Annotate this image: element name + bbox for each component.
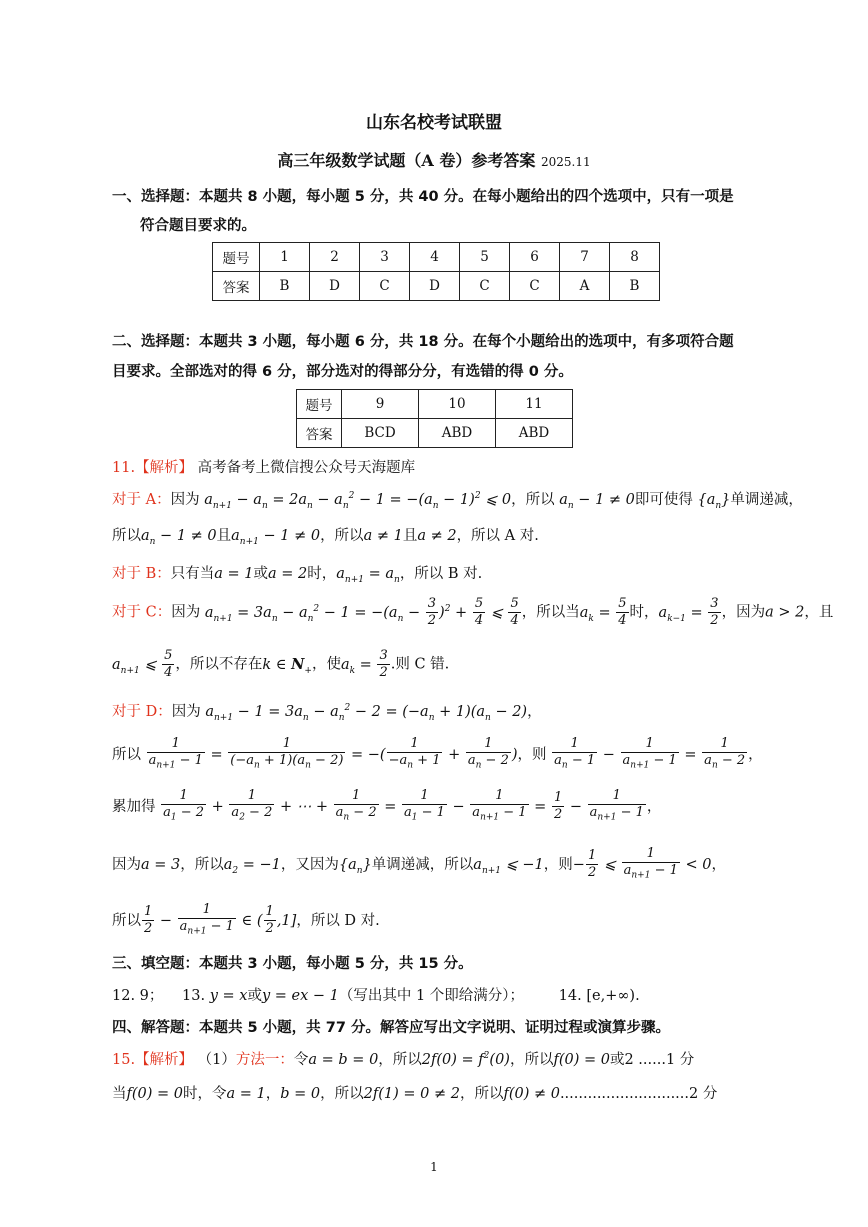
text: ，且 — [804, 604, 834, 621]
table-cell: 1 — [260, 243, 310, 272]
text: 因为 — [170, 492, 200, 508]
formula: $\{a_n\}$ — [697, 492, 731, 511]
table-cell: 11 — [496, 390, 573, 419]
text: 或 — [247, 988, 262, 1004]
exam-date: 2025.11 — [540, 155, 591, 169]
text: ，又因为 — [280, 856, 339, 873]
q15-line2 — [112, 1082, 717, 1103]
formula: f(0) ≠ 0 — [503, 1086, 560, 1102]
section1-heading-cont: 符合题目要求的。 — [140, 218, 256, 234]
method-label: 方法一： — [235, 1052, 294, 1068]
text: ，所以 B 对. — [399, 566, 483, 582]
q11-option-b — [112, 562, 482, 585]
option-label: 对于 D： — [112, 704, 172, 720]
table-cell: C — [460, 272, 510, 301]
table-cell: 2 — [310, 243, 360, 272]
answer-table-1 — [212, 242, 660, 301]
formula: k ∈ $N_+$ — [262, 655, 312, 676]
table-cell: 3 — [360, 243, 410, 272]
text: ，所以 — [509, 1052, 554, 1068]
score-note: ......1 分 — [638, 1052, 695, 1068]
q13-label: 13. — [182, 988, 206, 1004]
text: （1） — [197, 1052, 236, 1068]
formula: $\frac{1}{a_1 - 2}$ + $\frac{1}{a_2 - 2}$ + ⋯ + $\frac{1}{a_n - 2}$ = $\frac{1}{a_1 - 1}$ − $\frac{1}{a_{n+1} - 1}$ = $\frac{1}{2}$ − $\frac{1}{a_{n+1} - 1}$ — [163, 788, 644, 823]
formula: y = ex − 1 — [261, 988, 339, 1004]
formula: − $\frac{1}{2}$ ⩽ $\frac{1}{a_{n+1} - 1}$ < 0 — [572, 846, 712, 881]
formula: $a_2 = -1$ — [223, 856, 281, 876]
text: ，则 — [543, 856, 573, 873]
table-cell: 8 — [610, 243, 660, 272]
table-row — [213, 272, 660, 301]
formula: $a_{n+1}$ ⩽ $\frac{5}{4}$ — [112, 648, 173, 680]
q12-answer: 12. 9； — [112, 988, 164, 1004]
section2-heading: 二、选择题：本题共 3 小题，每小题 6 分，共 18 分。在每个小题给出的选项中，有多项符合题 — [112, 334, 734, 350]
text: 累加得 — [112, 798, 156, 815]
q11-label: 11.【解析】 — [112, 460, 194, 476]
formula: 2f(1) = 0 ≠ 2 — [363, 1086, 460, 1102]
formula: $a_n - 1 \ne 0$ — [559, 492, 635, 511]
text: ，所以 — [511, 492, 555, 508]
text: ，所以 — [459, 1086, 504, 1102]
formula: $a_{n+1} = 3a_n - a_n^2 - 1 = -(a_n$ − $\frac{3}{2}$ )$^2$ + $\frac{5}{4}$ ⩽ $\frac{5}{4}$ — [204, 596, 519, 628]
text: ，所以 — [378, 1052, 422, 1068]
fill-in-answers — [112, 984, 640, 1005]
text: 所以 — [112, 528, 141, 544]
text: 所以 — [112, 746, 141, 763]
formula: $a_{n+1} - 1 = 3a_n - a_n^2 - 2 = (-a_n + 1)(a_n - 2)$ — [205, 703, 528, 723]
section3-heading: 三、填空题：本题共 3 小题，每小题 5 分，共 15 分。 — [112, 956, 473, 972]
table-cell: 题号 — [213, 243, 260, 272]
formula: a = 3 — [141, 856, 181, 873]
q15-line1: 15.【解析】 （1）方法一：令a = b = 0，所以$2f(0) = f^2(0)$，所以f(0) = 0或2 ......1 分 — [112, 1051, 695, 1068]
page-subtitle — [0, 148, 868, 171]
q11-option-d-line5 — [112, 902, 380, 940]
formula: a = 1 — [226, 1086, 266, 1102]
formula: f(0) = 0 — [126, 1086, 183, 1102]
text: 当 — [112, 1086, 127, 1102]
subtitle-text: 高三年级数学试题（A 卷）参考答案 — [277, 151, 536, 170]
option-label: 对于 B： — [112, 566, 171, 582]
formula: $a_{n+1} - 1 \ne 0$ — [231, 528, 321, 547]
table-cell: 答案 — [297, 419, 342, 448]
formula: y = x — [209, 988, 248, 1004]
table-cell: 答案 — [213, 272, 260, 301]
formula: $a_{n+1} - a_n = 2a_n - a_n^2 - 1 = -(a_n - 1)^2$ ⩽ 0 — [204, 491, 512, 511]
table-cell: A — [560, 272, 610, 301]
table-cell: B — [610, 272, 660, 301]
text: 时， — [307, 566, 337, 582]
page-number: 1 — [430, 1160, 438, 1174]
table-cell: 题号 — [297, 390, 342, 419]
section1-heading: 一、选择题：本题共 8 小题，每小题 5 分，共 40 分。在每小题给出的四个选项中，只有一项是 — [112, 189, 734, 205]
q11-option-a — [112, 488, 803, 511]
text: 所以 — [112, 912, 141, 929]
q11-option-d-line3: 累加得 $\frac{1}{a_1 - 2}$ + $\frac{1}{a_2 - 2}$ + ⋯ + $\frac{1}{a_n - 2}$ = $\frac{1}{a_1 - 1}$ − $\frac{1}{a_{n+1} - 1}$ = $\frac{1}{2}$ − $\frac{1}{a_{n+1} - 1}$ ， — [112, 788, 662, 823]
text: 且 — [402, 528, 418, 544]
option-label: 对于 C： — [112, 604, 172, 621]
text: 只有当 — [170, 566, 215, 582]
formula: a = 2 — [268, 566, 308, 582]
text: ，所以 D 对. — [296, 912, 380, 929]
formula: $a_n - 1 \ne 0$ — [141, 528, 217, 547]
formula: a = 1 — [214, 566, 254, 582]
table-cell: 6 — [510, 243, 560, 272]
q11-option-c — [112, 596, 833, 629]
table-cell: C — [360, 272, 410, 301]
text: 即可使得 — [634, 492, 693, 508]
section4-heading: 四、解答题：本题共 5 小题，共 77 分。解答应写出文字说明、证明过程或演算步骤。 — [112, 1020, 670, 1036]
option-label: 对于 A： — [112, 492, 171, 508]
text: 单调递减， — [730, 492, 803, 508]
table-cell: 4 — [410, 243, 460, 272]
text: 因为 — [171, 604, 201, 621]
text: 或 — [253, 566, 269, 582]
page-title: 山东名校考试联盟 — [366, 113, 502, 133]
table-cell: BCD — [342, 419, 419, 448]
formula: $2f(0) = f^2(0)$ — [421, 1051, 510, 1068]
table-cell: ABD — [419, 419, 496, 448]
table-row — [297, 390, 573, 419]
table-cell: ABD — [496, 419, 573, 448]
text: 时，令 — [183, 1086, 227, 1102]
q14-answer: 14. [e,+∞). — [558, 988, 640, 1004]
table-cell: C — [510, 272, 560, 301]
text: ，所以 — [320, 528, 364, 544]
section2-heading-cont: 目要求。全部选对的得 6 分，部分选对的得部分分，有选错的得 0 分。 — [112, 364, 573, 380]
formula: b = 0 — [280, 1086, 321, 1102]
formula: a ≠ 1 — [363, 528, 403, 544]
formula: a ≠ 2 — [417, 528, 457, 544]
table-cell: D — [310, 272, 360, 301]
formula: $\frac{1}{a_{n+1} - 1}$ = $\frac{1}{(-a_n + 1)(a_n - 2)}$ = −( $\frac{1}{-a_n + 1}$ + $\frac{1}{a_n - 2}$ ) — [148, 736, 518, 771]
q11-option-d-line2: 所以 $\frac{1}{a_{n+1} - 1}$ = $\frac{1}{(-a_n + 1)(a_n - 2)}$ = −( $\frac{1}{-a_n + 1}$ + $\frac{1}{a_n - 2}$ )，则 $\frac{1}{a_n - 1}$ − $\frac{1}{a_{n+1} - 1}$ = $\frac{1}{a_n - 2}$ ， — [112, 736, 763, 771]
formula: $\frac{1}{a_n - 1}$ − $\frac{1}{a_{n+1} - 1}$ = $\frac{1}{a_n - 2}$ — [554, 736, 746, 771]
table-cell: D — [410, 272, 460, 301]
text: 或 — [609, 1052, 625, 1068]
text: ，则 — [517, 746, 547, 763]
formula: $a_{k-1}$ = $\frac{3}{2}$ — [658, 596, 719, 628]
text: ，所以不存在 — [175, 656, 263, 673]
formula: a > 2 — [765, 604, 805, 621]
formula: a = b = 0 — [308, 1052, 379, 1068]
score-note: ............................2 分 — [559, 1086, 718, 1102]
text: ，所以 — [320, 1086, 364, 1102]
q15-label: 15.【解析】 — [112, 1052, 194, 1068]
text: ，所以 A 对. — [456, 528, 539, 544]
formula: f(0) = 0 — [553, 1052, 610, 1068]
text: ，因为 — [721, 604, 766, 621]
table-row — [213, 243, 660, 272]
table-cell: 9 — [342, 390, 419, 419]
formula: $\{a_n\}$ — [338, 856, 372, 876]
table-row — [297, 419, 573, 448]
text: ，所以 — [180, 856, 224, 873]
text: .则 C 错. — [390, 656, 450, 673]
text: 令 — [293, 1052, 309, 1068]
formula: $a_k$ = $\frac{3}{2}$ — [340, 648, 388, 680]
text: 单调递减，所以 — [371, 856, 474, 873]
text: ，所以当 — [521, 604, 580, 621]
q11-note: 高考备考上微信搜公众号天海题库 — [197, 460, 416, 476]
q11-option-d: 对于 D：因为 $a_{n+1} - 1 = 3a_n - a_n^2 - 2 = (-a_n + 1)(a_n - 2)$， — [112, 703, 542, 723]
text: ，使 — [311, 656, 341, 673]
q11-heading — [112, 456, 415, 477]
text: 且 — [216, 528, 232, 544]
text: 因为 — [112, 856, 141, 873]
formula: $a_{n+1}$ ⩽ −1 — [473, 856, 544, 876]
table-cell: 7 — [560, 243, 610, 272]
text: ， — [265, 1086, 281, 1102]
table-cell: 5 — [460, 243, 510, 272]
q13-note: （写出其中 1 个即给满分）； — [338, 988, 525, 1004]
q11-option-c-cont — [112, 648, 449, 681]
q11-option-d-line4: 因为a = 3，所以$a_2 = -1$，又因为$\{a_n\}$单调递减，所以$a_{n+1}$ ⩽ −1，则− $\frac{1}{2}$ ⩽ $\frac{1}{a_{n+1} - 1}$ < 0， — [112, 846, 726, 881]
text: 因为 — [171, 704, 201, 720]
formula: $a_{n+1} = a_n$ — [336, 566, 400, 585]
answer-table-2 — [296, 389, 573, 448]
table-cell: B — [260, 272, 310, 301]
formula: $a_k$ = $\frac{5}{4}$ — [579, 596, 627, 628]
q11-option-a-cont — [112, 524, 539, 547]
text: 时， — [629, 604, 659, 621]
formula: $\frac{1}{2}$ − $\frac{1}{a_{n+1} - 1}$ ∈ ( $\frac{1}{2}$ ,1] — [144, 902, 297, 937]
table-cell: 10 — [419, 390, 496, 419]
